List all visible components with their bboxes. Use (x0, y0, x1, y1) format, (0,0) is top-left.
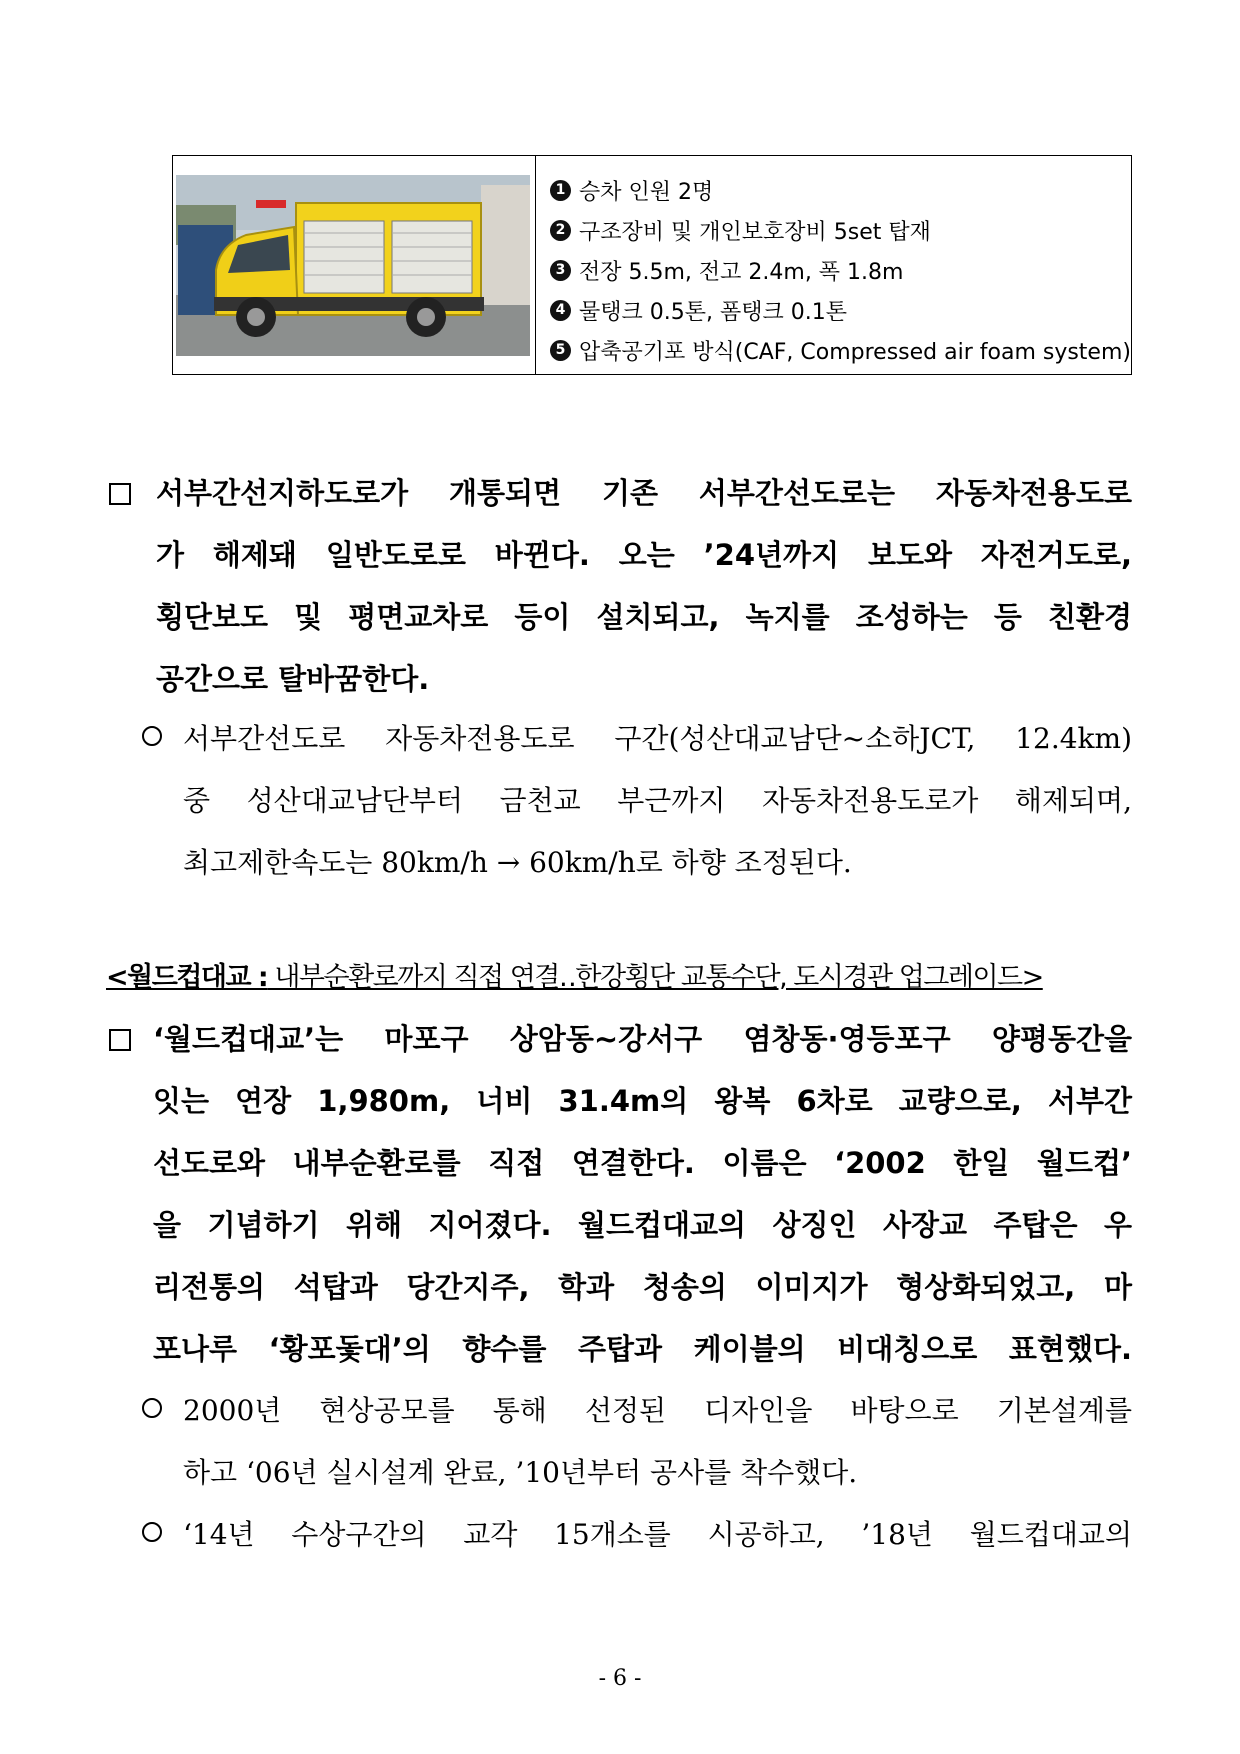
paragraph-line: ‘월드컵대교’는 마포구 상암동~강서구 염창동·영등포구 양평동간을 (153, 1022, 1132, 1056)
paragraph-line: 잇는 연장 1,980m, 너비 31.4m의 왕복 6차로 교량으로, 서부간 (153, 1084, 1132, 1118)
circle-bullet-icon (142, 1522, 162, 1542)
sub-paragraph-line: 중 성산대교남단부터 금천교 부근까지 자동차전용도로가 해제되며, (183, 784, 1132, 817)
spec-item (550, 210, 1131, 250)
spec-item (550, 250, 1131, 290)
page-number: - 6 - (598, 1666, 642, 1691)
section-heading-text: 내부순환로까지 직접 연결‥한강횡단 교통수단, 도시경관 업그레이드> (267, 962, 1043, 993)
paragraph-line: 서부간선지하도로가 개통되면 기존 서부간선도로는 자동차전용도로 (156, 476, 1132, 510)
number-marker-2: 2 (550, 220, 571, 241)
number-marker-1: 1 (550, 180, 571, 201)
spec-item (550, 290, 1131, 330)
section-heading-bold: <월드컵대교 : (106, 962, 268, 993)
number-marker-5: 5 (550, 340, 571, 361)
sub-paragraph-line: ‘14년 수상구간의 교각 15개소를 시공하고, ’18년 월드컵대교의 (183, 1518, 1132, 1551)
number-marker-4: 4 (550, 300, 571, 321)
square-bullet-icon (109, 1029, 131, 1051)
paragraph-line: 선도로와 내부순환로를 직접 연결한다. 이름은 ‘2002 한일 월드컵’ (153, 1146, 1132, 1180)
sub-paragraph-line: 최고제한속도는 80km/h → 60km/h로 하향 조정된다. (183, 846, 852, 879)
paragraph-line: 을 기념하기 위해 지어졌다. 월드컵대교의 상징인 사장교 주탑은 우 (153, 1208, 1132, 1242)
spec-item (550, 170, 1131, 210)
photo-cell (173, 156, 536, 374)
paragraph-line: 포나루 ‘황포돛대’의 향수를 주탑과 케이블의 비대칭으로 표현했다. (153, 1332, 1132, 1366)
paragraph-line: 횡단보도 및 평면교차로 등이 설치되고, 녹지를 조성하는 등 친환경 (156, 600, 1132, 634)
vehicle-spec-table (172, 155, 1132, 375)
rescue-vehicle-photo (176, 175, 530, 356)
spec-text: 전장 5.5m, 전고 2.4m, 폭 1.8m (579, 259, 904, 285)
sub-paragraph-line: 서부간선도로 자동차전용도로 구간(성산대교남단~소하JCT, 12.4km) (183, 722, 1132, 755)
section-heading (106, 955, 1132, 994)
square-bullet-icon (109, 483, 131, 505)
sub-paragraph-line: 2000년 현상공모를 통해 선정된 디자인을 바탕으로 기본설계를 (183, 1394, 1132, 1427)
paragraph-line: 리전통의 석탑과 당간지주, 학과 청송의 이미지가 형상화되었고, 마 (153, 1270, 1132, 1304)
sub-paragraph-line: 하고 ‘06년 실시설계 완료, ’10년부터 공사를 착수했다. (183, 1456, 858, 1489)
number-marker-3: 3 (550, 260, 571, 281)
circle-bullet-icon (142, 726, 162, 746)
spec-text: 압축공기포 방식(CAF, Compressed air foam system) (579, 339, 1131, 365)
paragraph-line: 가 해제돼 일반도로로 바뀐다. 오는 ’24년까지 보도와 자전거도로, (156, 538, 1132, 572)
paragraph-line: 공간으로 탈바꿈한다. (156, 662, 430, 696)
spec-list (536, 156, 1131, 374)
spec-item (550, 330, 1131, 370)
circle-bullet-icon (142, 1398, 162, 1418)
spec-text: 물탱크 0.5톤, 폼탱크 0.1톤 (579, 299, 847, 325)
spec-text: 구조장비 및 개인보호장비 5set 탑재 (579, 219, 931, 245)
spec-text: 승차 인원 2명 (579, 179, 714, 205)
